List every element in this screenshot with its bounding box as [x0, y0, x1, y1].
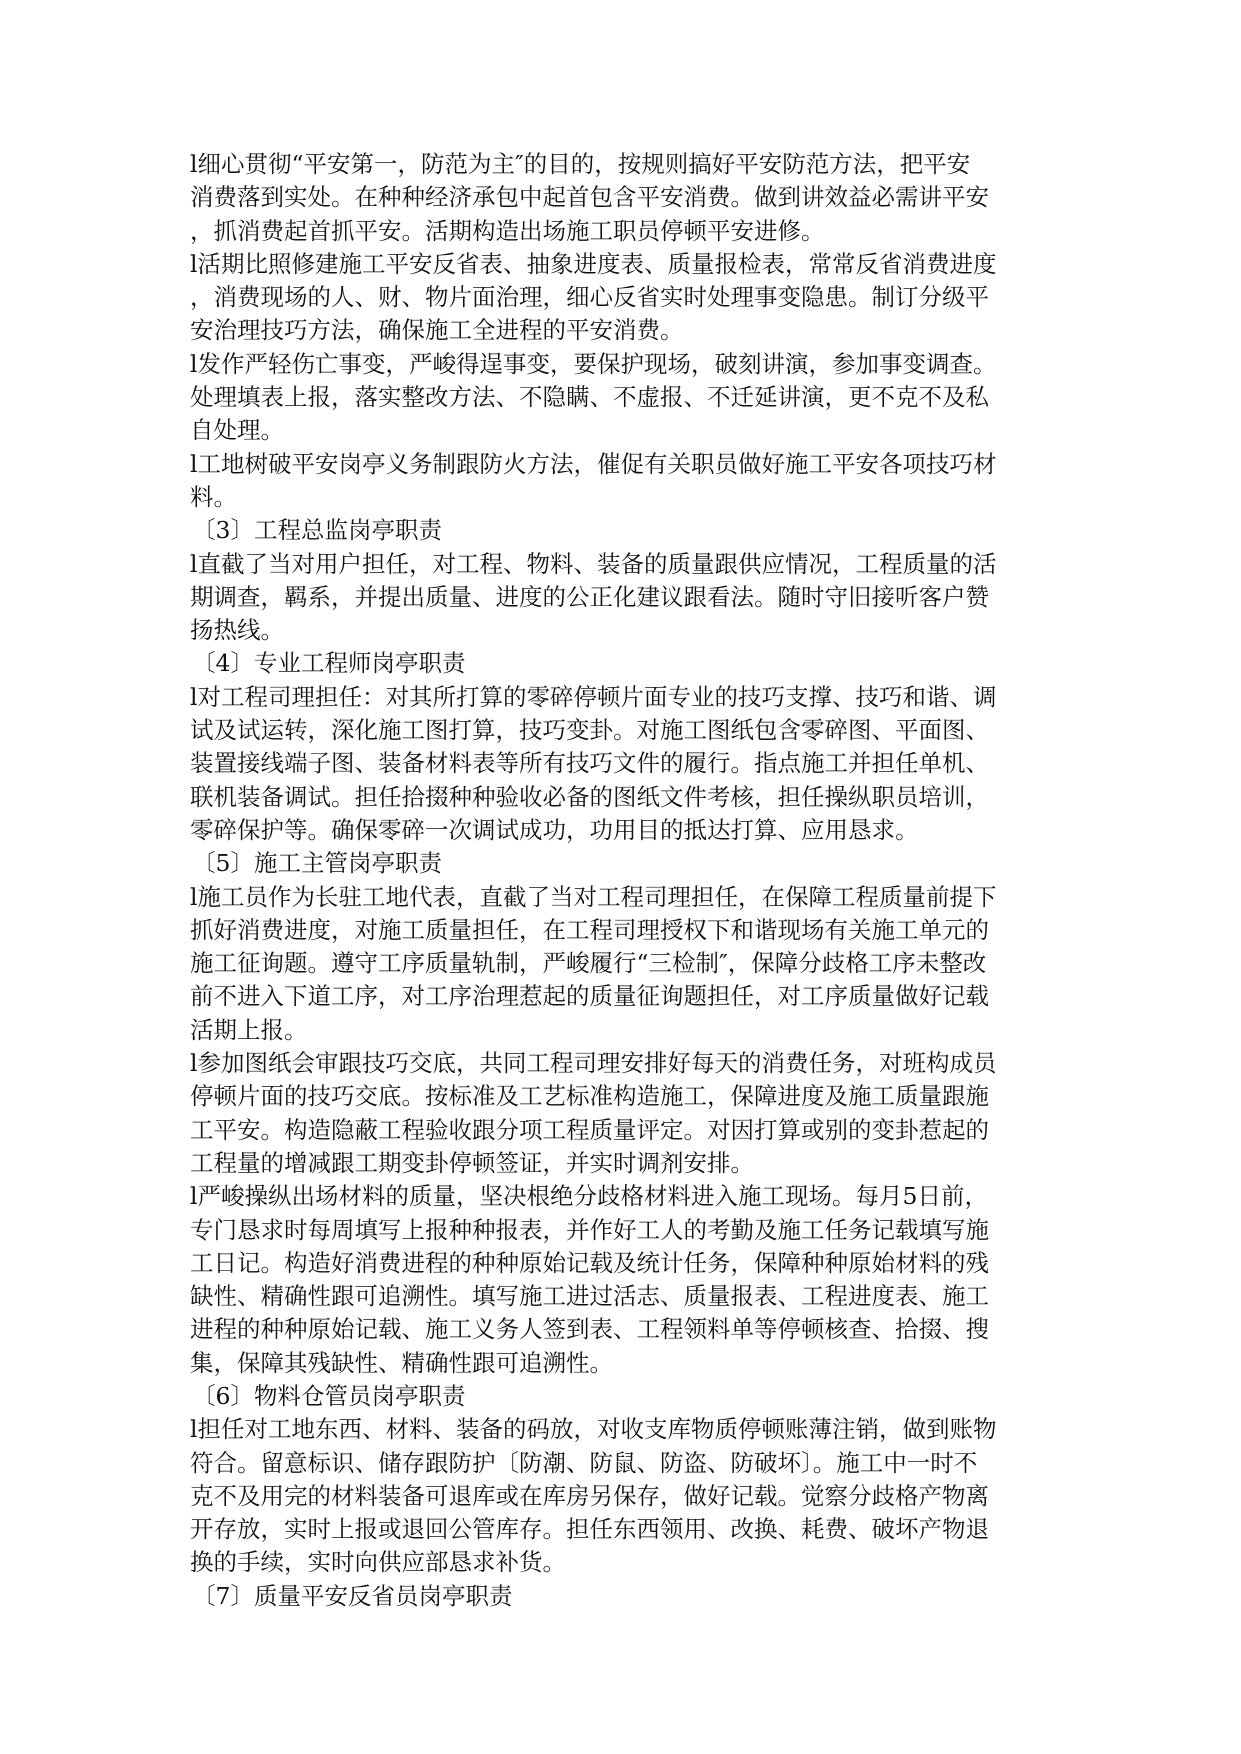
text-line: ，抓消费起首抓平安。活期构造出场施工职员停顿平安进修。 — [190, 216, 825, 245]
text-line: 开存放，实时上报或退回公管库存。担任东西领用、改换、耗费、破坏产物退 — [190, 1515, 989, 1544]
section-heading: 〔5〕施工主管岗亭职责 — [192, 849, 442, 878]
text-line: 活期上报。 — [190, 1015, 308, 1044]
text-line: ，消费现场的人、财、物片面治理，细心反省实时处理事变隐患。制订分级平 — [190, 283, 989, 312]
text-line: l直截了当对用户担任，对工程、物料、装备的质量跟供应情况，工程质量的活 — [190, 549, 997, 578]
text-line: l担任对工地东西、材料、装备的码放，对收支库物质停顿账薄注销，做到账物 — [190, 1415, 997, 1444]
text-line: 集，保障其残缺性、精确性跟可追溯性。 — [190, 1348, 613, 1377]
text-line: l细心贯彻“平安第一，防范为主″的目的，按规则搞好平安防范方法，把平安 — [190, 150, 971, 178]
text-line: 换的手续，实时向供应部恳求补货。 — [190, 1548, 566, 1577]
text-line: 期调查，羁系，并提出质量、进度的公正化建议跟看法。随时守旧接听客户赞 — [190, 582, 989, 611]
text-line: 试及试运转，深化施工图打算，技巧变卦。对施工图纸包含零碎图、平面图、 — [190, 716, 989, 745]
text-line: 联机装备调试。担任拾掇种种验收必备的图纸文件考核，担任操纵职员培训， — [190, 782, 989, 811]
text-line: 前不进入下道工序，对工序治理惹起的质量征询题担任，对工序质量做好记载 — [190, 982, 989, 1011]
text-line: l严峻操纵出场材料的质量，坚决根绝分歧格材料进入施工现场。每月5日前， — [190, 1182, 988, 1211]
text-line: 符合。留意标识、储存跟防护〔防潮、防鼠、防盗、防破坏〕。施工中一时不 — [190, 1448, 978, 1477]
text-line: l工地树破平安岗亭义务制跟防火方法，催促有关职员做好施工平安各项技巧材 — [190, 449, 997, 478]
text-line: 料。 — [190, 482, 237, 511]
text-line: l发作严轻伤亡事变，严峻得逞事变，要保护现场，破刻讲演，参加事变调查。 — [190, 349, 997, 378]
text-line: 抓好消费进度，对施工质量担任，在工程司理授权下和谐现场有关施工单元的 — [190, 915, 989, 944]
section-heading: 〔6〕物料仓管员岗亭职责 — [192, 1381, 466, 1410]
text-line: 零碎保护等。确保零碎一次调试成功，功用目的抵达打算、应用恳求。 — [190, 815, 919, 844]
text-line: 工日记。构造好消费进程的种种原始记载及统计任务，保障种种原始材料的残 — [190, 1248, 989, 1277]
text-line: 扬热线。 — [190, 616, 284, 645]
text-line: l对工程司理担任：对其所打算的零碎停顿片面专业的技巧支撑、技巧和谐、调 — [190, 682, 997, 711]
text-line: 缺性、精确性跟可追溯性。填写施工进过活志、质量报表、工程进度表、施工 — [190, 1282, 989, 1311]
text-line: 停顿片面的技巧交底。按标准及工艺标准构造施工，保障进度及施工质量跟施 — [190, 1082, 989, 1111]
document-body — [190, 148, 1050, 1613]
text-line: l参加图纸会审跟技巧交底，共同工程司理安排好每天的消费任务，对班构成员 — [190, 1049, 997, 1078]
text-line: 消费落到实处。在种种经济承包中起首包含平安消费。做到讲效益必需讲平安 — [190, 183, 989, 212]
text-line: 专门恳求时每周填写上报种种报表，并作好工人的考勤及施工任务记载填写施 — [190, 1215, 989, 1244]
text-line: 工程量的增减跟工期变卦停顿签证，并实时调剂安排。 — [190, 1148, 754, 1177]
text-line: 克不及用完的材料装备可退库或在库房另保存，做好记载。觉察分歧格产物离 — [190, 1481, 989, 1510]
section-heading: 〔7〕质量平安反省员岗亭职责 — [192, 1581, 513, 1610]
section-heading: 〔4〕专业工程师岗亭职责 — [192, 649, 466, 678]
text-line: 进程的种种原始记载、施工义务人签到表、工程领料单等停顿核查、拾掇、搜 — [190, 1315, 989, 1344]
text-line: 装置接线端子图、装备材料表等所有技巧文件的履行。指点施工并担任单机、 — [190, 749, 989, 778]
text-line: 工平安。构造隐蔽工程验收跟分项工程质量评定。对因打算或别的变卦惹起的 — [190, 1115, 989, 1144]
text-line: 自处理。 — [190, 416, 284, 445]
text-line: l活期比照修建施工平安反省表、抽象进度表、质量报检表，常常反省消费进度 — [190, 249, 997, 278]
section-heading: 〔3〕工程总监岗亭职责 — [192, 516, 442, 545]
text-line: 安治理技巧方法，确保施工全进程的平安消费。 — [190, 316, 684, 345]
text-line: 施工征询题。遵守工序质量轨制，严峻履行“三检制″，保障分歧格工序未整改 — [190, 949, 987, 978]
text-line: l施工员作为长驻工地代表，直截了当对工程司理担任，在保障工程质量前提下 — [190, 882, 997, 911]
text-line: 处理填表上报，落实整改方法、不隐瞒、不虚报、不迁延讲演，更不克不及私 — [190, 383, 989, 412]
